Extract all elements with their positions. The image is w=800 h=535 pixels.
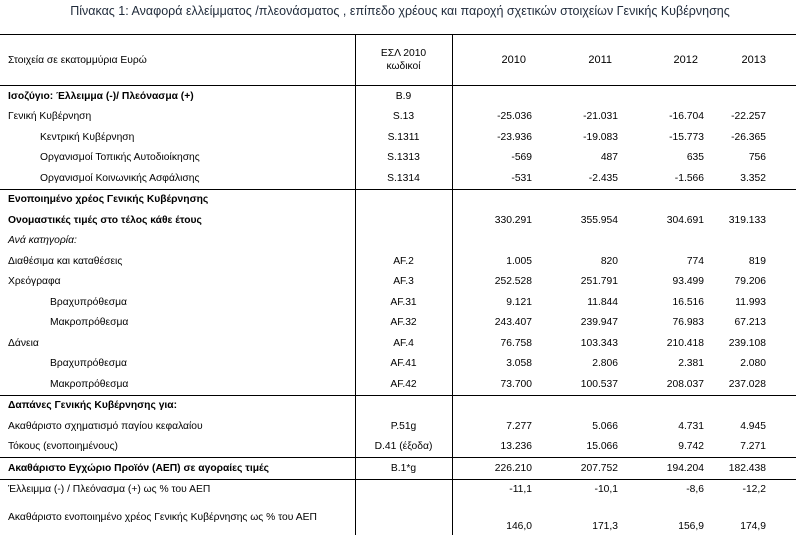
row-label: Ισοζύγιο: Έλλειμμα (-)/ Πλεόνασμα (+)	[8, 90, 194, 102]
row-value: -25.036	[497, 111, 532, 123]
row-code: B.9	[355, 86, 452, 107]
row-value: 194.204	[624, 458, 710, 480]
row-code: S.1311	[355, 127, 452, 148]
table-row	[0, 292, 796, 313]
row-label: Κεντρική Κυβέρνηση	[40, 131, 135, 143]
row-value: -15.773	[669, 131, 704, 143]
row-value: 207.752	[538, 458, 624, 480]
row-value	[538, 189, 624, 210]
row-value: 174,9	[740, 521, 766, 532]
table-row	[0, 189, 796, 210]
row-value: 239.947	[580, 317, 618, 329]
table-row	[0, 500, 796, 535]
row-value: -1.566	[674, 172, 704, 184]
row-label: Δάνεια	[8, 337, 39, 349]
row-code	[355, 210, 452, 231]
row-code: P.51g	[355, 416, 452, 437]
table-row	[0, 374, 796, 395]
row-label: Έλλειμμα (-) / Πλεόνασμα (+) ως % του ΑΕΠ	[8, 484, 211, 496]
row-value: 4.945	[740, 420, 766, 432]
row-label: Μακροπρόθεσμα	[50, 317, 129, 329]
row-code	[355, 189, 452, 210]
row-value	[452, 231, 538, 252]
row-value: 4.731	[678, 420, 704, 432]
row-value: 7.271	[740, 441, 766, 453]
row-value: -26.365	[731, 131, 766, 143]
header-code-line1: ΕΣΛ 2010	[380, 48, 427, 59]
row-code: AF.3	[355, 272, 452, 293]
header-code	[355, 35, 452, 86]
row-code: S.1313	[355, 148, 452, 169]
table-row	[0, 416, 796, 437]
row-value	[624, 189, 710, 210]
row-value: 330.291	[494, 214, 532, 226]
row-value: 635	[686, 152, 704, 164]
row-value: 5.066	[592, 420, 618, 432]
table-row	[0, 127, 796, 148]
table-row	[0, 333, 796, 354]
row-value: 2.080	[740, 358, 766, 370]
row-value: -22.257	[731, 111, 766, 123]
row-value	[538, 86, 624, 107]
row-code: AF.32	[355, 313, 452, 334]
table-caption: Πίνακας 1: Αναφορά ελλείμματος /πλεονάσματος , επίπεδο χρέους και παροχή σχετικών στοιχείων Γενικής Κυβέρνησης	[70, 4, 730, 18]
row-value: 13.236	[500, 441, 532, 453]
table-row	[0, 251, 796, 272]
row-value: 67.213	[734, 317, 766, 329]
table-row	[0, 168, 796, 189]
row-label: Βραχυπρόθεσμα	[50, 358, 127, 370]
row-value: -11,1	[509, 484, 532, 496]
row-label: Ακαθάριστο ενοποιημένο χρέος Γενικής Κυβέρνησης ως % του ΑΕΠ	[8, 511, 317, 523]
row-value: 93.499	[672, 276, 704, 288]
row-value: 239.108	[728, 337, 766, 349]
row-code	[355, 395, 452, 416]
row-code: S.1314	[355, 168, 452, 189]
row-value: 208.037	[666, 378, 704, 390]
row-value: 15.066	[586, 441, 618, 453]
row-value: -19.083	[583, 131, 618, 143]
row-value: -8,6	[686, 484, 704, 496]
row-label: Ενοποιημένο χρέος Γενικής Κυβέρνησης	[0, 189, 355, 210]
row-value	[710, 86, 796, 107]
table-row	[0, 148, 796, 169]
row-value: 146,0	[506, 521, 532, 532]
row-value: -10,1	[594, 484, 618, 496]
row-value: 11.844	[587, 296, 618, 308]
row-value: -531	[511, 172, 532, 184]
row-value: 100.537	[580, 378, 618, 390]
row-value: 9.121	[506, 296, 532, 308]
row-value	[538, 231, 624, 252]
row-label: Γενική Κυβέρνηση	[8, 111, 92, 123]
row-value	[452, 395, 538, 416]
row-code: D.41 (έξοδα)	[355, 437, 452, 458]
row-value: 251.791	[580, 276, 618, 288]
row-label: Ονομαστικές τιμές στο τέλος κάθε έτους	[8, 214, 202, 226]
header-label: Στοιχεία σε εκατομμύρια Ευρώ	[8, 54, 147, 66]
row-code: AF.41	[355, 354, 452, 375]
row-value: 76.983	[672, 317, 704, 329]
row-value: 16.516	[672, 296, 704, 308]
row-value: 774	[686, 255, 704, 267]
row-value: 1.005	[506, 255, 532, 267]
header-year-2013: 2013	[741, 54, 766, 66]
table-row	[0, 272, 796, 293]
row-value	[710, 395, 796, 416]
row-value: 355.954	[580, 214, 618, 226]
row-value	[710, 231, 796, 252]
table-row	[0, 313, 796, 334]
row-value: 210.418	[666, 337, 704, 349]
row-code	[355, 479, 452, 500]
row-value: 226.210	[452, 458, 538, 480]
row-value: -23.936	[497, 131, 532, 143]
row-value: 11.993	[735, 296, 766, 308]
row-value: 79.206	[734, 276, 766, 288]
row-value: 103.343	[580, 337, 618, 349]
row-label: Οργανισμοί Τοπικής Αυτοδιοίκησης	[40, 152, 200, 164]
row-value: 171,3	[592, 521, 618, 532]
row-value: 237.028	[728, 378, 766, 390]
row-code	[355, 500, 452, 535]
row-value	[538, 395, 624, 416]
row-value: -16.704	[669, 111, 704, 123]
row-value: -21.031	[583, 111, 618, 123]
row-value: -12,2	[742, 484, 766, 496]
row-value: 820	[600, 255, 618, 267]
row-value: 3.352	[740, 172, 766, 184]
row-label: Χρεόγραφα	[8, 276, 61, 288]
row-label: Διαθέσιμα και καταθέσεις	[8, 255, 123, 267]
row-value: 243.407	[494, 317, 532, 329]
row-code	[355, 231, 452, 252]
row-value	[452, 86, 538, 107]
table-row	[0, 210, 796, 231]
table-row	[0, 437, 796, 458]
table-row	[0, 479, 796, 500]
table-row	[0, 354, 796, 375]
row-value: 2.806	[592, 358, 618, 370]
row-value: 156,9	[678, 521, 704, 532]
row-value: -2.435	[588, 172, 618, 184]
row-code: S.13	[355, 107, 452, 128]
row-value: -569	[511, 152, 532, 164]
row-value	[710, 189, 796, 210]
row-code: AF.2	[355, 251, 452, 272]
row-code: AF.4	[355, 333, 452, 354]
row-code: B.1*g	[355, 458, 452, 480]
row-value	[624, 231, 710, 252]
row-value	[452, 189, 538, 210]
row-code: AF.31	[355, 292, 452, 313]
row-value: 73.700	[500, 378, 532, 390]
row-value: 487	[600, 152, 618, 164]
table-row	[0, 231, 796, 252]
header-year-2010: 2010	[501, 54, 526, 66]
row-label: Μακροπρόθεσμα	[50, 378, 129, 390]
row-value: 319.133	[728, 214, 766, 226]
row-code: AF.42	[355, 374, 452, 395]
row-label: Βραχυπρόθεσμα	[50, 296, 127, 308]
row-label: Ακαθάριστο σχηματισμό παγίου κεφαλαίου	[8, 420, 203, 432]
table-row	[0, 458, 796, 480]
row-value: 3.058	[506, 358, 532, 370]
row-value: 76.758	[500, 337, 532, 349]
row-value	[624, 395, 710, 416]
table-header-row	[0, 35, 796, 86]
row-value: 756	[748, 152, 766, 164]
row-label: Ακαθάριστο Εγχώριο Προϊόν (ΑΕΠ) σε αγοραίες τιμές	[0, 458, 355, 480]
row-value: 7.277	[506, 420, 532, 432]
table-row	[0, 107, 796, 128]
row-value: 304.691	[666, 214, 704, 226]
row-value: 252.528	[494, 276, 532, 288]
row-label: Οργανισμοί Κοινωνικής Ασφάλισης	[40, 172, 200, 184]
table-row	[0, 86, 796, 107]
row-label: Τόκους (ενοποιημένους)	[8, 441, 118, 453]
row-value: 819	[748, 255, 766, 267]
row-value: 9.742	[678, 441, 704, 453]
table-row	[0, 395, 796, 416]
header-year-2012: 2012	[673, 54, 698, 66]
row-value: 2.381	[678, 358, 704, 370]
fiscal-table	[0, 34, 796, 535]
header-code-line2: κωδικοί	[386, 61, 421, 72]
row-value: 182.438	[710, 458, 796, 480]
row-label: Ανά κατηγορία:	[8, 235, 77, 247]
row-label: Δαπάνες Γενικής Κυβέρνησης για:	[0, 395, 355, 416]
row-value	[624, 86, 710, 107]
header-year-2011: 2011	[588, 54, 612, 66]
